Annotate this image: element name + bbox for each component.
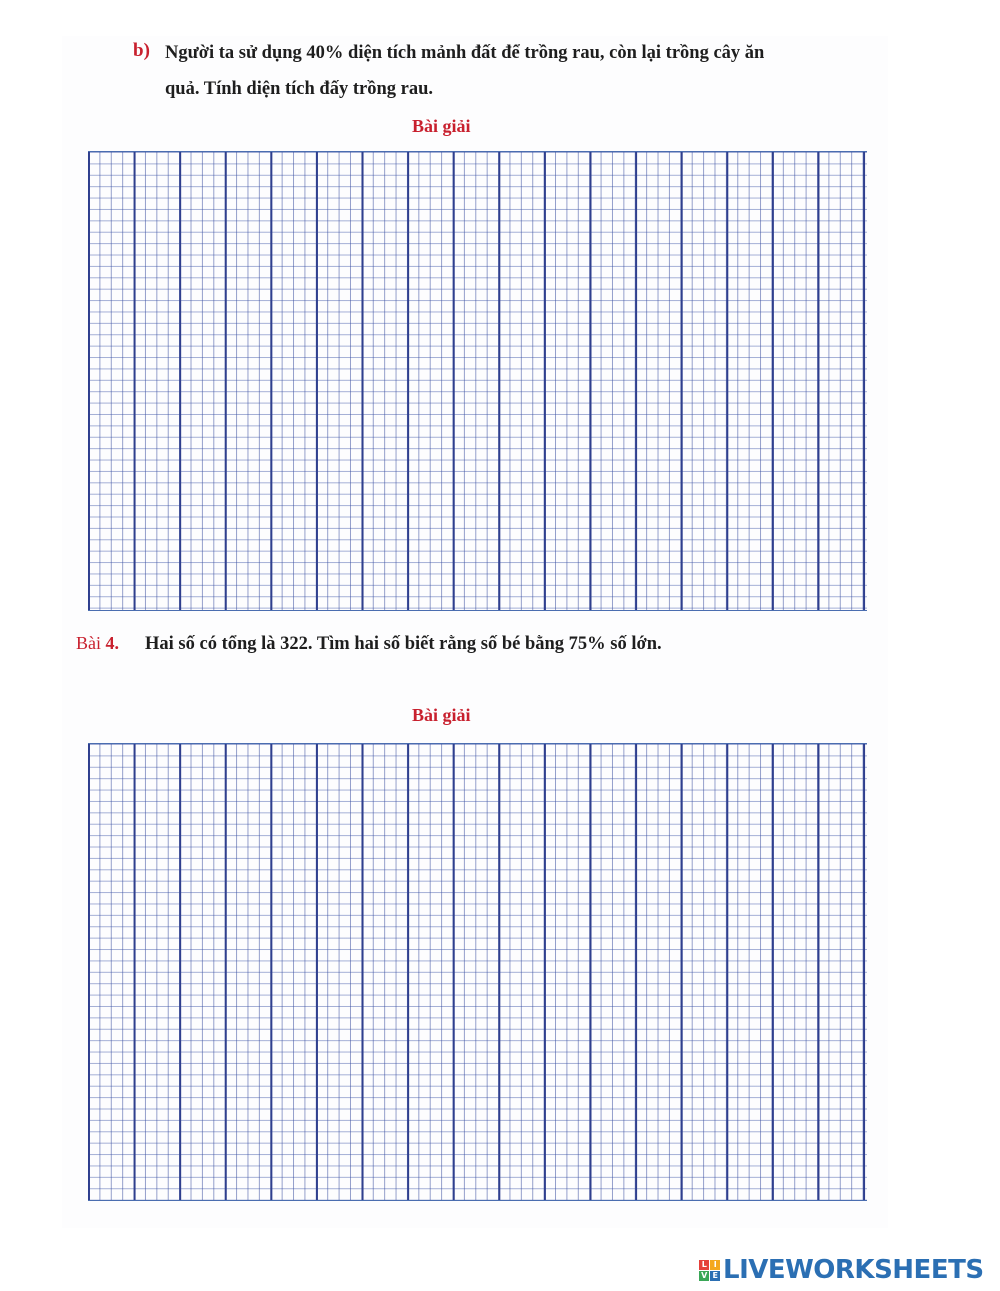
liveworksheets-brand [699, 1255, 984, 1285]
brand-name: LIVEWORKSHEETS [723, 1255, 984, 1285]
part-b-solution-heading: Bài giải [412, 116, 471, 136]
answer-grid-exercise-4[interactable] [88, 743, 867, 1201]
exercise-4-label [76, 633, 119, 654]
logo-letter-3: V [699, 1271, 709, 1281]
part-b-label: b) [133, 40, 150, 61]
answer-grid-part-b[interactable] [88, 151, 867, 611]
exercise-4-question: Hai số có tổng là 322. Tìm hai số biết rằng số bé bằng 75% số lớn. [145, 634, 662, 654]
exercise-4-solution-heading: Bài giải [412, 705, 471, 725]
exercise-4-label-number: 4. [105, 633, 119, 653]
logo-letter-4: E [710, 1271, 720, 1281]
exercise-4-label-word: Bài [76, 633, 101, 653]
part-b-question-line-2: quả. Tính diện tích đấy trồng rau. [165, 79, 433, 99]
liveworksheets-logo-icon [699, 1260, 720, 1281]
logo-letter-1: L [699, 1260, 709, 1270]
logo-letter-2: I [710, 1260, 720, 1270]
part-b-question-line-1: Người ta sử dụng 40% diện tích mảnh đất để trồng rau, còn lại trồng cây ăn [165, 43, 765, 63]
